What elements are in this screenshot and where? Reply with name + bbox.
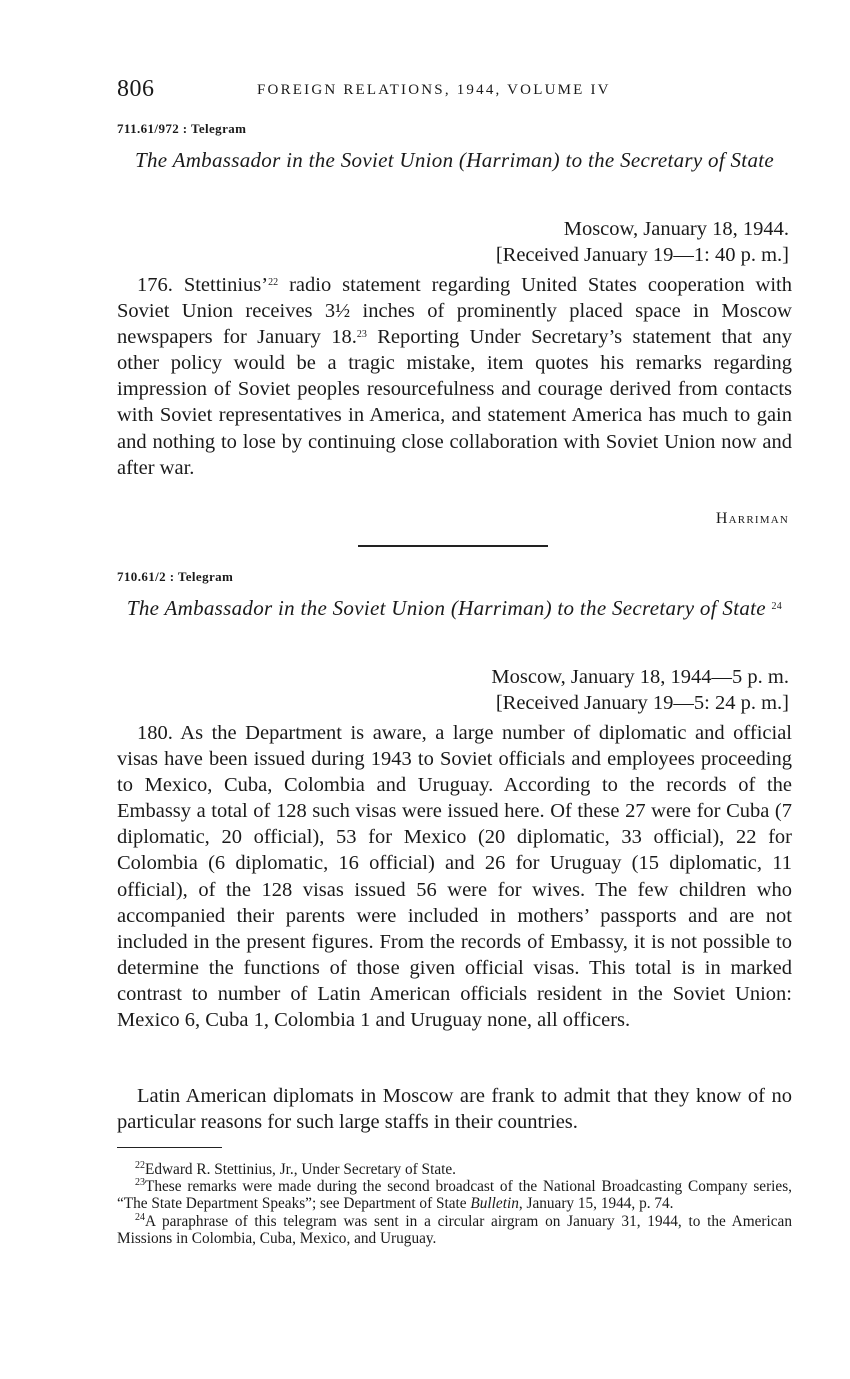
footnote-ref: 23 bbox=[356, 329, 367, 341]
title-text: ) to the Secretary of State bbox=[552, 148, 774, 172]
dateline-place-date: Moscow, January 18, 1944—5 p. m. bbox=[491, 666, 789, 688]
title-text: ) to the Secretary of State bbox=[544, 596, 766, 620]
section-divider bbox=[358, 545, 548, 547]
document-title bbox=[117, 148, 792, 173]
fraction: ½ bbox=[335, 300, 351, 323]
received-stamp: [Received January 19—5: 24 p. m.] bbox=[495, 692, 789, 714]
received-stamp: [Received January 19—1: 40 p. m.] bbox=[495, 244, 789, 266]
dateline bbox=[491, 664, 789, 716]
title-name: Harriman bbox=[466, 148, 553, 172]
telegram-body-continued: Latin American diplomats in Moscow are frank to admit that they know of no particular reasons for such large staffs in their countries. bbox=[117, 1085, 792, 1134]
footnote-ref: 24 bbox=[771, 601, 783, 612]
page-number: 806 bbox=[117, 76, 155, 102]
title-text: The Ambassador in the Soviet Union ( bbox=[126, 596, 459, 620]
footnote: $^{24}$A paraphrase of this telegram was sent in a circular airgram on January 31, 1944, to the American Missions in Colombia, Cuba, Mexico, and Uruguay. bbox=[117, 1211, 792, 1247]
file-reference: 711.61/972 : Telegram bbox=[117, 121, 247, 136]
signature: Harriman bbox=[715, 510, 789, 527]
footnote-divider bbox=[117, 1147, 222, 1148]
footnote-ref: 22 bbox=[268, 277, 279, 288]
running-head bbox=[117, 76, 792, 106]
title-text: The Ambassador in the Soviet Union ( bbox=[135, 148, 467, 172]
running-title: FOREIGN RELATIONS, 1944, VOLUME IV bbox=[257, 82, 611, 98]
document-title bbox=[117, 596, 792, 621]
telegram-body: 176. Stettinius’$^{22}$ radio statement regarding United States cooperation with Soviet Union receives 3½ inches of prominently placed space in Moscow newspapers for January 18.23 Reporting Under Secretary’s statement that any other policy would be a tragic mistake, item quotes his remarks regarding impression of Soviet peoples resourcefulness and courage derived from contacts with Soviet representatives in America, and statement America has much to gain and nothing to lose by continuing close collaboration with Soviet Union now and after war. bbox=[117, 274, 793, 479]
dateline-place-date: Moscow, January 18, 1944. bbox=[563, 218, 789, 240]
file-reference: 710.61/2 : Telegram bbox=[117, 569, 234, 584]
footnote: $^{23}$These remarks were made during the second broadcast of the National Broadcasting Company series, “The State Department Speaks”; see Department of State Bulletin, January 15, 1944, p. 74. bbox=[117, 1177, 792, 1213]
dateline bbox=[496, 216, 789, 268]
publication-title: Bulletin bbox=[470, 1195, 519, 1213]
footnotes bbox=[117, 1161, 792, 1247]
telegram-body: 180. As the Department is aware, a large number of diplomatic and official visas have been issued during 1943 to Soviet officials and employees proceeding to Mexico, Cuba, Colombia and Uruguay. According to the records of the Embassy a total of 128 such visas were issued here. Of these 27 were for Cuba (7 diplomatic, 20 official), 53 for Mexico (20 diplomatic, 33 official), 22 for Colombia (6 diplomatic, 16 official) and 26 for Uruguay (15 diplomatic, 11 official), of the 128 visas issued 56 were for wives. The few children who accompanied their parents were included in mothers’ passports and are not included in the present figures. From the records of Embassy, it is not possible to determine the functions of those given official visas. This total is in marked contrast to number of Latin American officials resident in the Soviet Union: Mexico 6, Cuba 1, Colombia 1 and Uruguay none, all officers. bbox=[117, 722, 792, 1032]
footnote: $^{22}$Edward R. Stettinius, Jr., Under Secretary of State. bbox=[135, 1160, 456, 1178]
title-name: Harriman bbox=[458, 596, 545, 620]
